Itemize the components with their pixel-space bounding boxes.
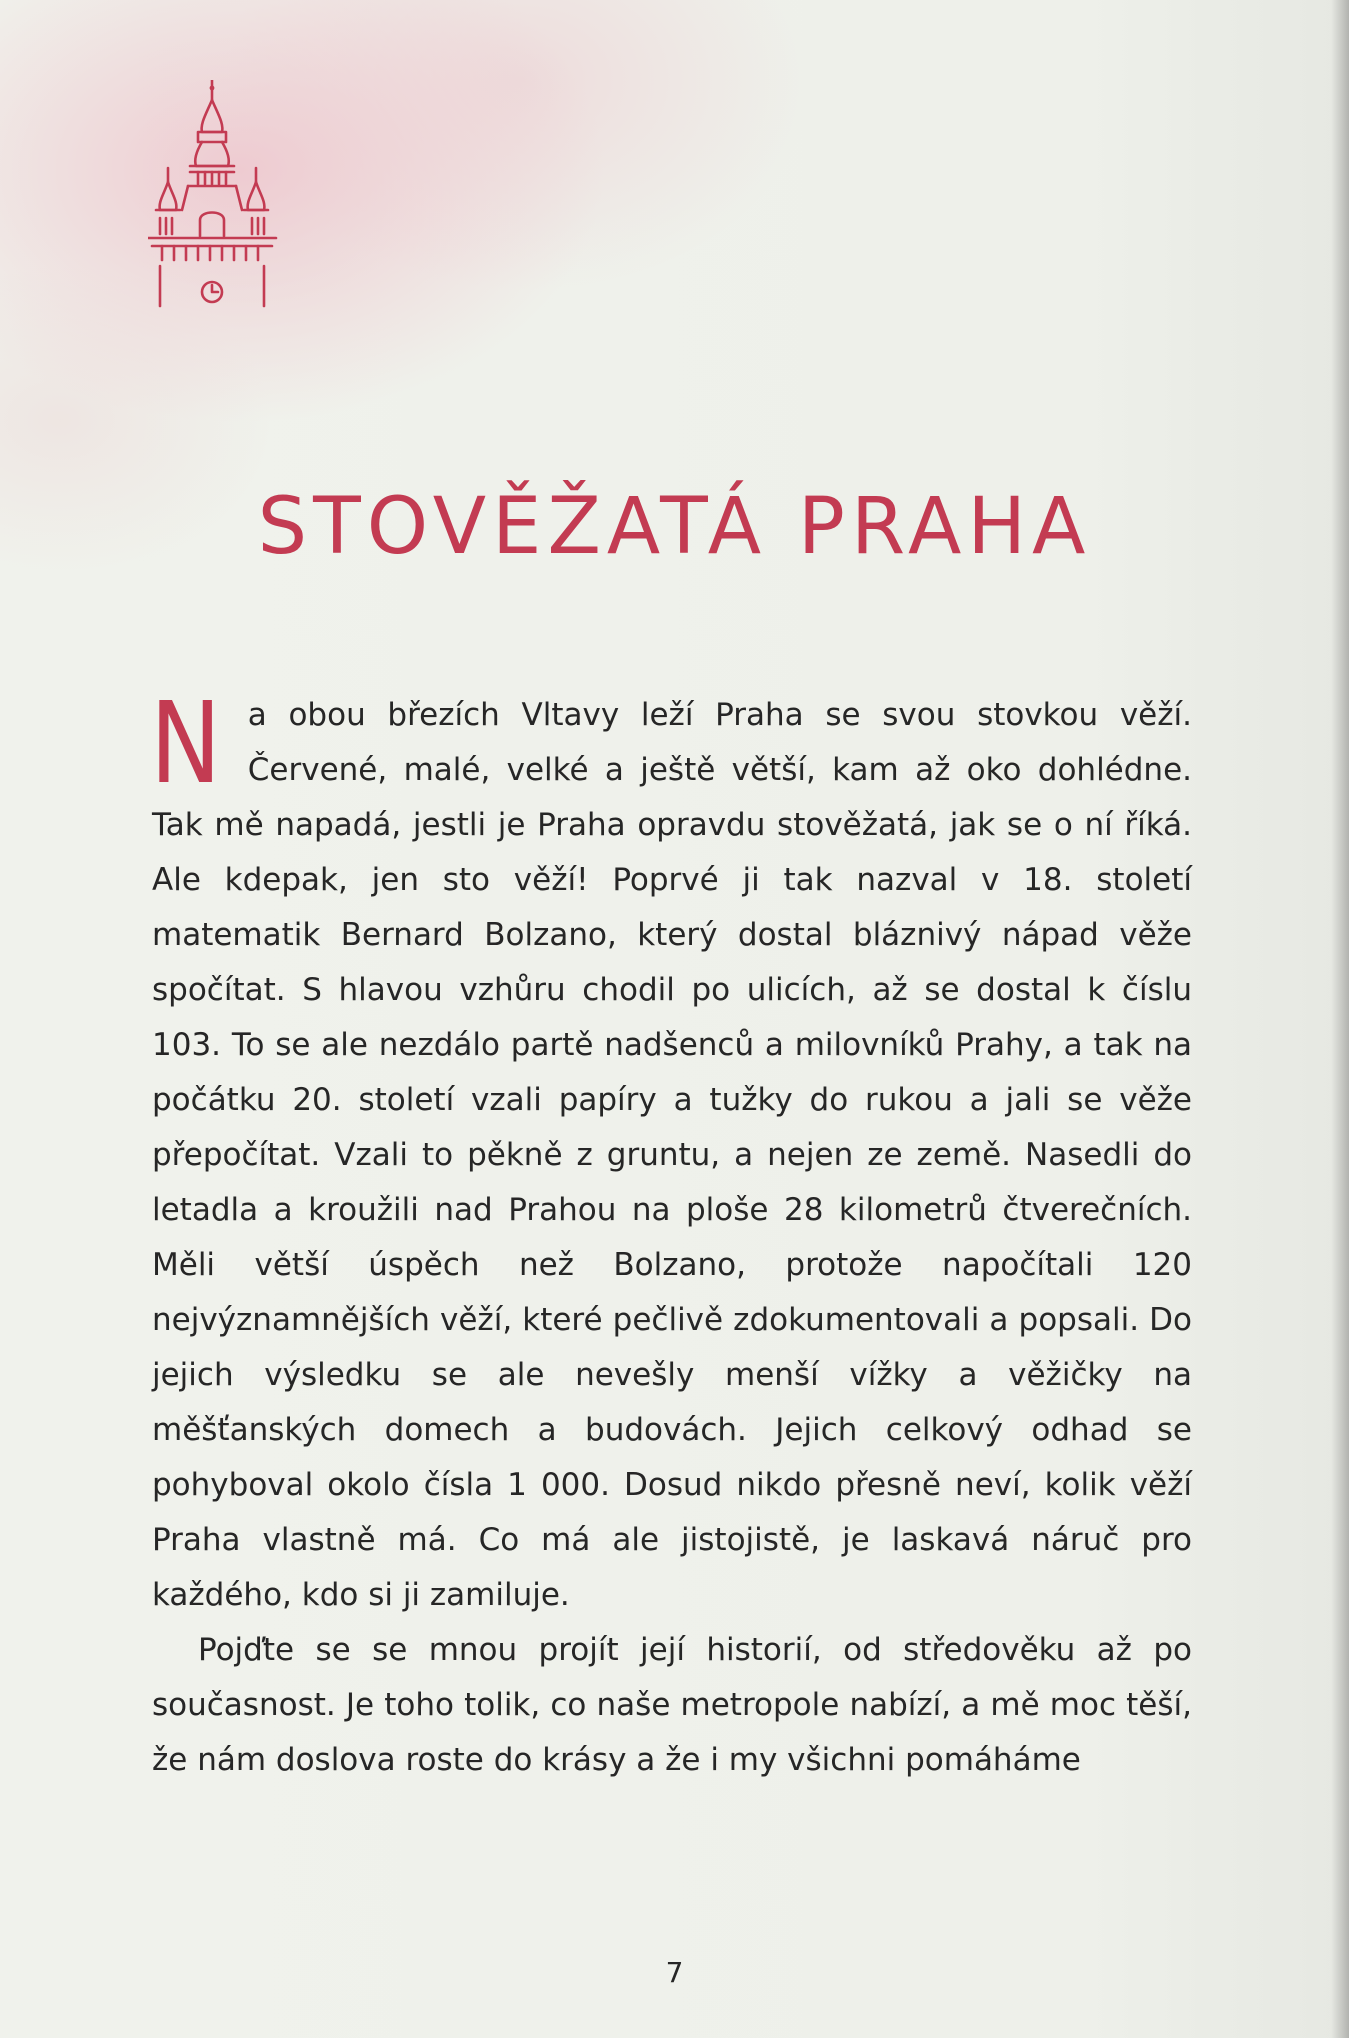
- paragraph: Pojďte se se mnou projít její historií, od středověku až po současnost. Je toho tolik, co naše metropole nabízí, a mě moc těší, že nám doslova roste do krásy a že i my všichni pomáháme: [152, 1632, 1192, 1778]
- page-edge-shadow: [1331, 0, 1349, 2038]
- page-title: STOVĚŽATÁ PRAHA: [257, 482, 1092, 572]
- page-number: 7: [665, 1956, 684, 1989]
- paragraph: [150, 679, 1192, 1623]
- body-text: [150, 679, 1192, 1788]
- clock-tower-icon: [148, 80, 278, 316]
- drop-cap: N: [150, 679, 222, 809]
- paragraph-text: a obou březích Vltavy leží Praha se svou stovkou věží. Červené, malé, velké a ještě větší, kam až oko dohlédne. Tak mě napadá, jestli je Praha opravdu stověžatá, jak se o ní říká. Ale kdepak, jen sto věží! Poprvé ji tak nazval v 18. století matematik Bernard Bolzano, který dostal bláznivý nápad věže spočítat. S hlavou vzhůru chodil po ulicích, až se dostal k číslu 103. To se ale nezdálo partě nadšenců a milovníků Prahy, a tak na počátku 20. století vzali papíry a tužky do rukou a jali se věže přepočítat. Vzali to pěkně z gruntu, a nejen ze země. Nasedli do letadla a kroužili nad Prahou na ploše 28 kilometrů čtverečních. Měli větší úspěch než Bolzano, protože napočítali 120 nejvýznamnějších věží, které pečlivě zdokumentovali a popsali. Do jejich výsledku se ale nevešly menší vížky a věžičky na měšťanských domech a budovách. Jejich celkový odhad se pohyboval okolo čísla 1 000. Dosud nikdo přesně neví, kolik věží Praha vlastně má. Co má ale jistojistě, je laskavá náruč pro každého, kdo si ji zamiluje.: [152, 697, 1192, 1613]
